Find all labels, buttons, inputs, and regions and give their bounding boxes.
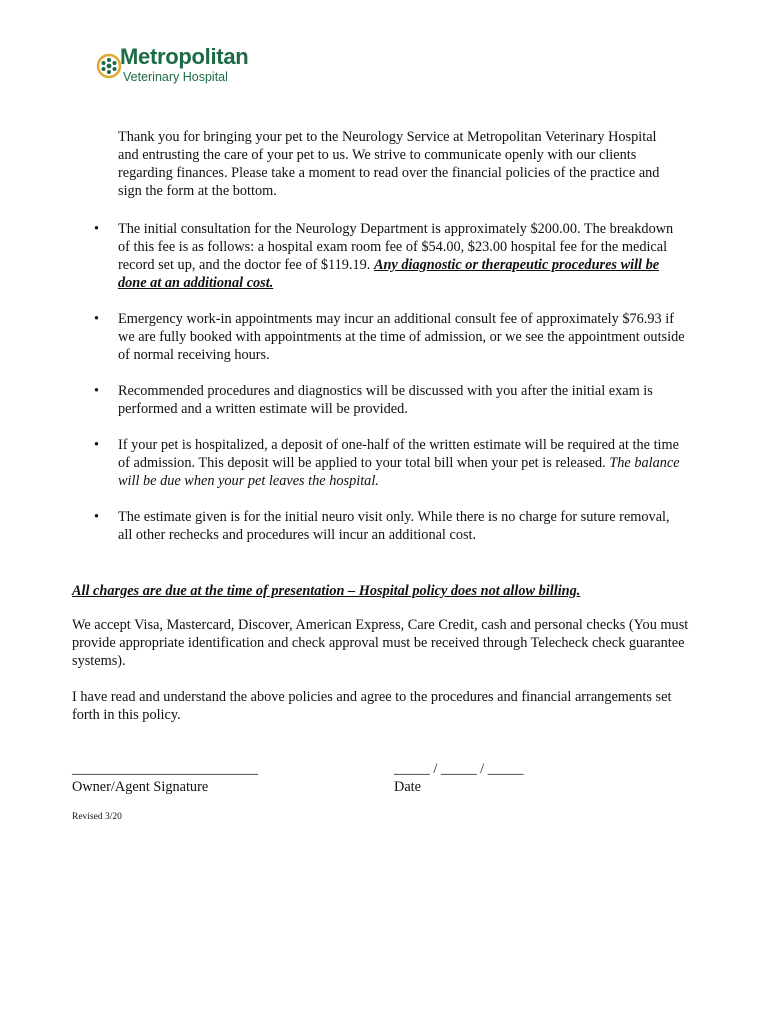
bullet-icon: • [94,509,100,525]
charges-notice: All charges are due at the time of presentation – Hospital policy does not allow billing. [72,583,581,599]
bullet-icon: • [94,437,100,453]
policy-italic: The balance will be due when your pet leaves the hospital. [118,455,680,489]
policy-item-deposit [86,436,686,490]
logo-name: Metropolitan [120,44,249,69]
logo-emblem-icon [96,48,122,84]
bullet-icon: • [94,221,100,237]
signature-label: Owner/Agent Signature [72,779,209,795]
policy-text: Emergency work-in appointments may incur an additional consult fee of approximately $76.93 if we are fully booked with appointments at the time of admission, or we see the appointment outside of normal receiving hours. [118,311,685,363]
bullet-icon: • [94,383,100,399]
intro-paragraph: Thank you for bringing your pet to the Neurology Service at Metropolitan Veterinary Hospital and entrusting the care of your pet to us. We strive to communicate openly with our clients regarding finances. Please take a moment to read over the financial policies of the practice and sign the form at the bottom. [118,129,660,199]
policy-item-consultation [86,220,686,292]
policy-text: Recommended procedures and diagnostics will be discussed with you after the initial exam is performed and a written estimate will be provided. [118,383,653,417]
policy-text: If your pet is hospitalized, a deposit of one-half of the written estimate will be required at the time of admission. This deposit will be applied to your total bill when your pet is released. [118,437,679,471]
date-label: Date [394,779,421,795]
agreement-statement: I have read and understand the above policies and agree to the procedures and financial arrangements set forth in this policy. [72,689,672,723]
hospital-logo [96,44,276,92]
revision-note: Revised 3/20 [72,812,122,822]
signature-field[interactable]: __________________________ [72,761,258,777]
policy-item-emergency [86,310,686,364]
policy-item-rechecks [86,508,686,544]
logo-subtitle: Veterinary Hospital [123,70,228,84]
bullet-icon: • [94,311,100,327]
policy-item-estimate [86,382,686,418]
date-field[interactable]: _____ / _____ / _____ [394,761,524,777]
policy-list [86,220,686,562]
policy-emphasis: Any diagnostic or therapeutic procedures will be done at an additional cost. [118,257,660,291]
policy-text: The estimate given is for the initial neuro visit only. While there is no charge for suture removal, all other rechecks and procedures will incur an additional cost. [118,509,670,543]
policy-text: The initial consultation for the Neurology Department is approximately $200.00. The breakdown of this fee is as follows: a hospital exam room fee of $54.00, $23.00 hospital fee for the medical record set up, and the doctor fee of $119.19. [118,221,674,273]
payment-methods: We accept Visa, Mastercard, Discover, American Express, Care Credit, cash and personal checks (You must provide appropriate identification and check approval must be received through Telecheck check guarantee systems). [72,617,689,669]
